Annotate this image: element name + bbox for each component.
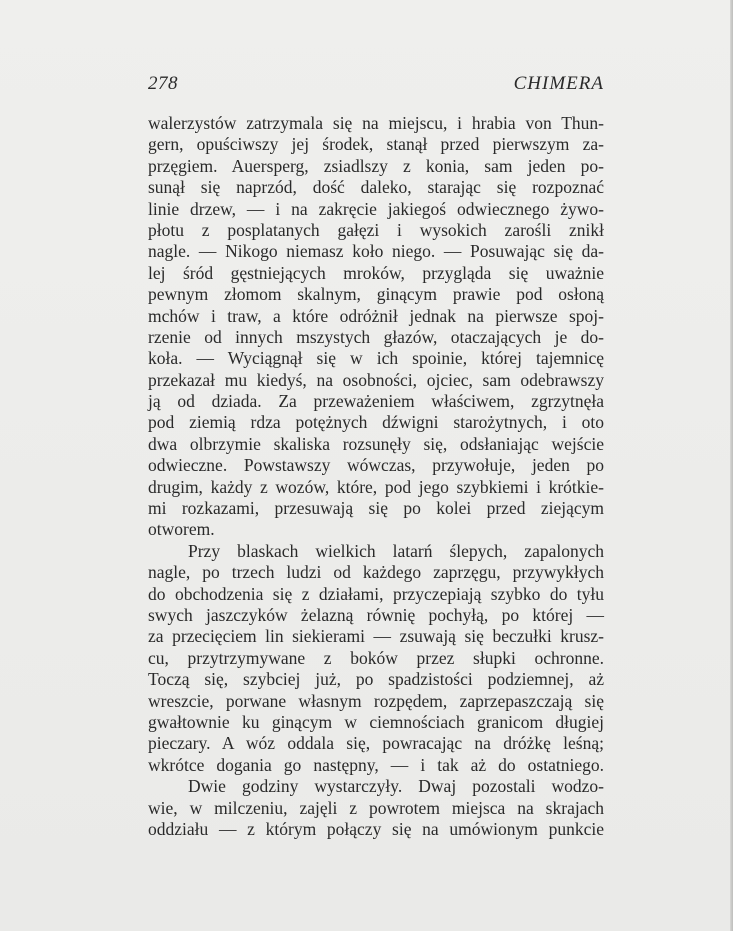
text-line: gern, opuściwszy jej środek, stanął przed pierwszym za- [148, 134, 604, 155]
text-line: cu, przytrzymywane z boków przez słupki ochronne. [148, 647, 604, 668]
text-line: sunął się naprzód, dość daleko, starając się rozpoznać [148, 177, 604, 198]
text-line: mi rozkazami, przesuwają się po kolei przed ziejącym [148, 498, 604, 519]
text-line: Toczą się, szybciej już, po spadzistości podziemnej, aż [148, 669, 604, 690]
text-line: otworem. [148, 519, 215, 540]
text-line: pewnym złomom skalnym, ginącym prawie pod osłoną [148, 284, 604, 305]
text-line: swych jaszczyków żelazną równię pochyłą, po której — [148, 604, 604, 625]
running-title: CHIMERA [513, 73, 604, 94]
text-line: przekazał mu kiedyś, na osobności, ojciec, sam odebrawszy [148, 369, 604, 390]
text-line: walerzystów zatrzymala się na miejscu, i hrabia von Thun- [148, 113, 604, 133]
text-line: przęgiem. Auersperg, zsiadlszy z konia, sam jeden po- [148, 155, 604, 176]
text-line: lej śród gęstniejących mroków, przygląda się uważnie [148, 262, 604, 283]
text-line: za przecięciem lin siekierami — zsuwają się beczułki krusz- [148, 626, 604, 647]
text-line: płotu z posplatanych gałęzi i wysokich zarośli znikł [148, 219, 604, 240]
page-number: 278 [148, 73, 178, 94]
text-line: Dwie godziny wystarczyły. Dwaj pozostali wodzo- [188, 776, 604, 797]
text-line: dwa olbrzymie skaliska rozsunęły się, odsłaniając wejście [148, 433, 604, 454]
text-line: pieczary. A wóz oddala się, powracając na dróżkę leśną; [148, 733, 604, 754]
text-line: wkrótce dogania go następny, — i tak aż do ostatniego. [148, 754, 604, 775]
text-line: rzenie od innych mszystych głazów, otaczających je do- [148, 326, 604, 347]
text-line: drugim, każdy z wozów, które, pod jego szybkiemi i krótkie- [148, 476, 604, 497]
text-line: ją od dziada. Za przeważeniem właściwem, zgrzytnęła [148, 391, 604, 412]
text-line: odwieczne. Powstawszy wówczas, przywołuje, jeden po [148, 455, 604, 476]
body-text [148, 113, 604, 840]
text-line: gwałtownie ku ginącym w ciemnościach granicom długiej [148, 711, 604, 732]
running-head [148, 73, 604, 97]
text-line: Przy blaskach wielkich latarń ślepych, zapalonych [188, 540, 604, 561]
text-line: mchów i traw, a które odróżnił jednak na pierwsze spoj- [148, 305, 604, 326]
text-line: oddziału — z którym połączy się na umówionym punkcie [148, 818, 604, 839]
text-line: do obchodzenia się z działami, przyczepiają szybko do tyłu [148, 583, 604, 604]
text-line: nagle, po trzech ludzi od każdego zaprzęgu, przywykłych [148, 562, 604, 583]
text-line: linie drzew, — i na zakręcie jakiegoś odwiecznego żywo- [148, 198, 604, 219]
text-line: pod ziemią rdza potężnych dźwigni starożytnych, i oto [148, 412, 604, 433]
text-line: koła. — Wyciągnął się w ich spoinie, której tajemnicę [148, 348, 604, 369]
text-line: wie, w milczeniu, zajęli z powrotem miejsca na skrajach [148, 797, 604, 818]
text-line: wreszcie, porwane własnym rozpędem, zaprzepaszczają się [148, 690, 604, 711]
text-line: nagle. — Nikogo niemasz koło niego. — Posuwając się da- [148, 241, 604, 262]
